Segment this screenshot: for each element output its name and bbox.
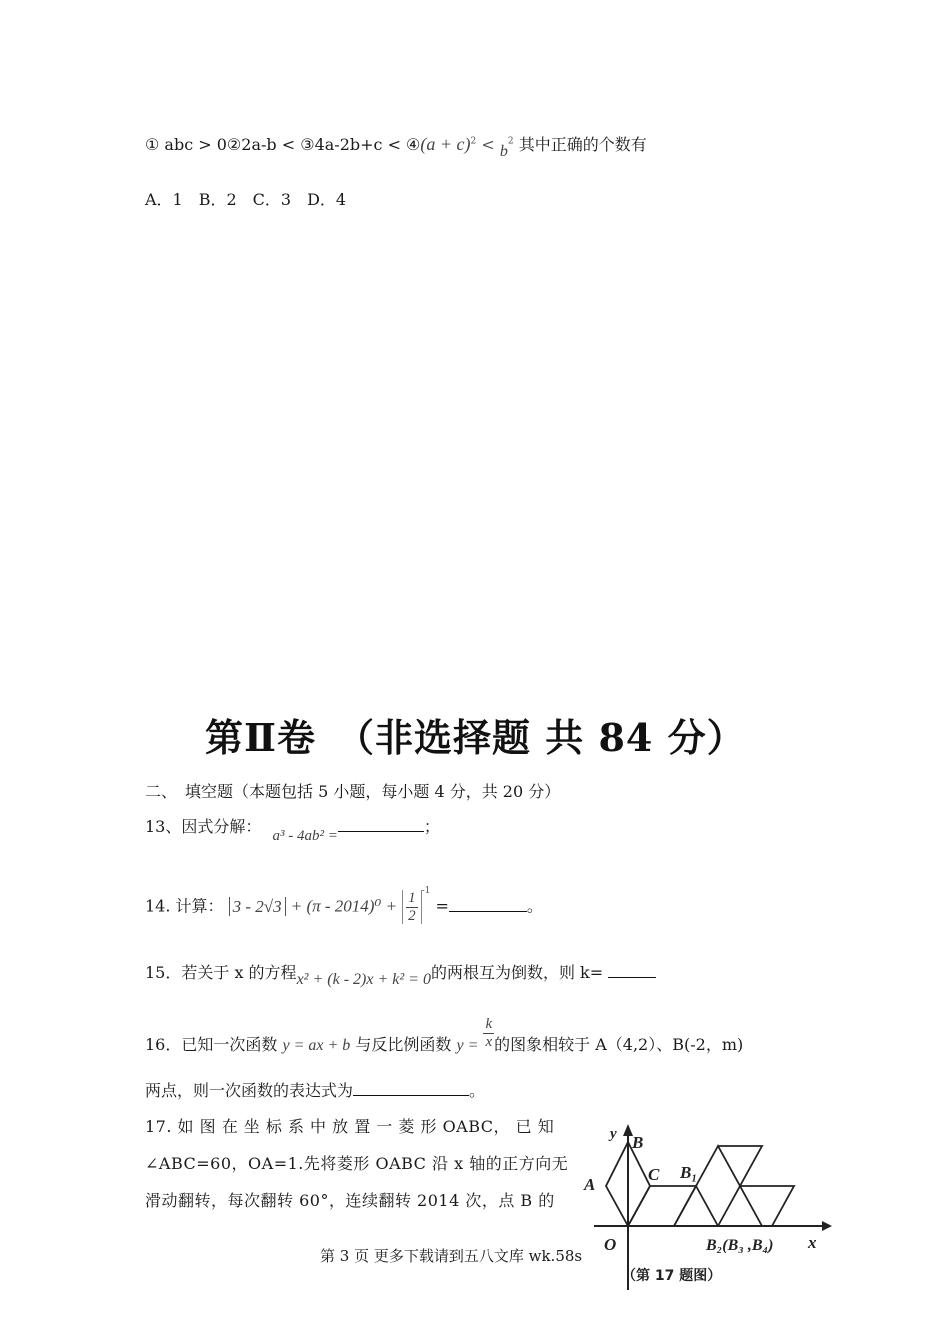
q16-tail: 的图象相较于 A（4,2）、B(-2，m) — [494, 1034, 744, 1054]
label-O: O — [604, 1235, 617, 1254]
q14-frac-num: 1 — [408, 890, 416, 906]
q15-answer-blank[interactable] — [608, 963, 656, 978]
q17-line1: 17. 如 图 在 坐 标 系 中 放 置 一 菱 形 OABC， 已 知 — [145, 1117, 555, 1136]
q13-label: 13、因式分解： — [145, 817, 262, 836]
q14-abs-expr: 3 - 2√3 — [229, 897, 286, 916]
q12-expr4-left: (a + c) — [420, 134, 471, 154]
q15-label: 15．若关于 x 的方程 — [145, 963, 297, 982]
q13-tail: ； — [423, 817, 440, 836]
q14-answer-blank[interactable] — [449, 897, 527, 912]
label-x: x — [808, 1233, 817, 1252]
rhombus-roll-2 — [674, 1186, 718, 1226]
q14-label: 14. 计算： — [145, 896, 224, 916]
label-A: A — [584, 1175, 596, 1194]
q14-tail: 。 — [526, 896, 543, 916]
q16-fraction — [483, 1016, 494, 1050]
q14-frac-den: 2 — [408, 907, 416, 924]
q12-conditions: ① abc > 0②2a-b < ③4a-2b+c < ④ — [145, 135, 421, 154]
q16-answer-blank[interactable] — [353, 1081, 469, 1096]
q16-line1 — [145, 1016, 744, 1054]
q12-expr4-right: b — [499, 143, 508, 160]
page-footer: 第 3 页 更多下载请到五八文库 wk.58s — [320, 1247, 583, 1265]
q12-expr4-right-exp: 2 — [507, 136, 514, 147]
q17-line3: 滑动翻转，每次翻转 60°，连续翻转 2014 次，点 B 的 — [145, 1191, 555, 1210]
q15-line — [145, 960, 656, 988]
q13-expr: a³ - 4ab² = — [272, 828, 338, 844]
q16-frac-den: x — [485, 1033, 493, 1050]
rhombus-roll-3 — [696, 1146, 740, 1226]
q13-answer-blank[interactable] — [338, 817, 424, 832]
label-y: y — [610, 1126, 617, 1142]
q13-line — [145, 814, 440, 844]
q16-label: 16．已知一次函数 — [145, 1034, 278, 1054]
q14-equals: = — [435, 896, 449, 916]
q12-question-tail: 其中正确的个数有 — [518, 135, 647, 154]
q16-expr2-left: y = — [456, 1036, 479, 1054]
q12-expr4-op: < — [481, 135, 495, 154]
q15-expr: x² + (k - 2)x + k² = 0 — [296, 971, 431, 988]
section-title: 第Ⅱ卷 （非选择题 共 84 分） — [205, 715, 746, 760]
q15-tail: 的两根互为倒数，则 k= — [430, 963, 609, 982]
label-C: C — [648, 1165, 660, 1184]
q16-mid: 与反比例函数 — [355, 1034, 452, 1054]
rhombus-roll-5 — [740, 1186, 794, 1226]
part-two-header: 二、 填空题（本题包括 5 小题，每小题 4 分，共 20 分） — [145, 782, 561, 801]
q17-rhombus-figure — [582, 1120, 842, 1300]
q16-line2 — [145, 1078, 485, 1101]
x-axis-arrow — [822, 1221, 832, 1231]
label-B: B — [632, 1133, 644, 1152]
q14-mid-expr: + (π - 2014)⁰ + — [290, 896, 397, 916]
q16-frac-num: k — [485, 1016, 493, 1032]
q16-expr1: y = ax + b — [282, 1036, 351, 1054]
q14-line — [145, 886, 543, 924]
figure-caption: （第 17 题图） — [622, 1268, 722, 1284]
q12-expr4-exp: 2 — [470, 136, 477, 147]
q16-line2-prefix: 两点，则一次函数的表达式为 — [145, 1081, 354, 1100]
q14-exp: -1 — [421, 886, 431, 897]
q12-options: A．1 B．2 C．3 D．4 — [145, 190, 347, 209]
label-B2: B₂(B₃ ,B₄) — [706, 1237, 774, 1254]
q16-line2-tail: 。 — [469, 1081, 486, 1100]
q14-fraction — [402, 890, 422, 924]
label-B1: B₁ — [680, 1163, 698, 1182]
q17-line2: ∠ABC=60，OA=1.先将菱形 OABC 沿 x 轴的正方向无 — [145, 1154, 569, 1173]
q12-conditions-line — [145, 132, 647, 160]
